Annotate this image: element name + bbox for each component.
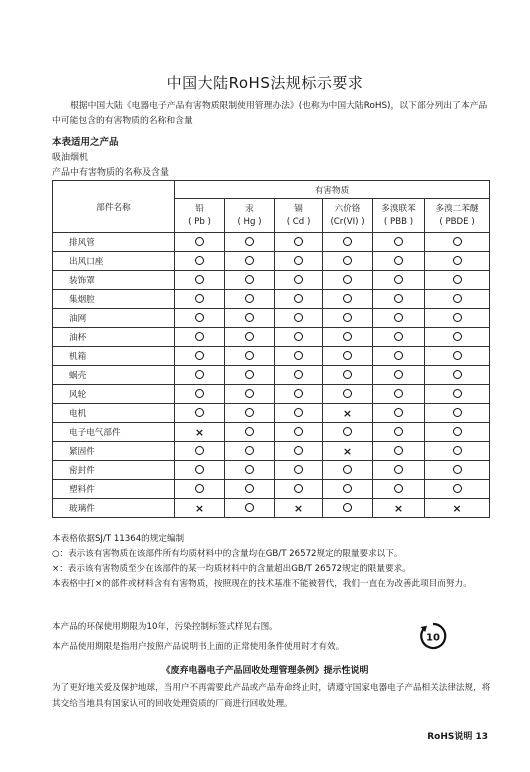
substance-cell [323,309,373,328]
note-line: 本表格依据SJ/T 11364的规定编制 [52,534,185,544]
substance-cell [275,404,323,423]
substance-cell [373,404,425,423]
within-limit-mark-icon [195,313,204,322]
table-row [53,366,490,385]
table-row [53,499,490,518]
epup-statement [52,620,432,660]
substance-cell [275,423,323,442]
exceeds-limit-mark-icon: × [293,501,304,515]
substance-cell [373,499,425,518]
substance-cell [225,328,275,347]
within-limit-mark-icon [453,332,462,341]
within-limit-mark-icon [453,256,462,265]
table-row [53,309,490,328]
substance-name: 汞 [245,203,254,214]
within-limit-mark-icon [294,484,303,493]
within-limit-mark-icon [245,275,254,284]
substance-cell [425,328,490,347]
substance-cell [425,442,490,461]
within-limit-mark-icon [195,256,204,265]
substance-symbol: ( Cd ) [286,216,311,227]
substance-cell [323,404,373,423]
table-row [53,347,490,366]
part-name: 集烟腔 [53,290,175,309]
substance-cell [175,499,225,518]
within-limit-mark-icon [245,351,254,360]
within-limit-mark-icon [394,313,403,322]
substance-name: 六价铬 [334,203,361,214]
substance-cell [425,290,490,309]
within-limit-mark-icon [294,294,303,303]
substance-group-header: 有害物质 [175,181,490,199]
substance-cell [323,271,373,290]
substance-cell [373,385,425,404]
intro-paragraph [52,99,492,129]
substance-cell [425,423,490,442]
table-row [53,233,490,252]
substance-cell [373,328,425,347]
part-name: 密封件 [53,461,175,480]
substance-cell [275,328,323,347]
substance-symbol: (Cr(VI) ) [330,216,365,227]
substance-cell [323,252,373,271]
within-limit-mark-icon [394,351,403,360]
substance-header [175,199,225,233]
substance-header [275,199,323,233]
table-row [53,442,490,461]
page-title: 中国大陆RoHS法规标示要求 [166,74,364,92]
substance-cell [323,480,373,499]
within-limit-mark-icon [453,446,462,455]
within-limit-mark-icon [195,446,204,455]
part-name: 紧固件 [53,442,175,461]
substance-cell [175,233,225,252]
substance-cell [225,385,275,404]
within-limit-mark-icon [195,294,204,303]
product-name: 吸油烟机 [52,153,89,163]
within-limit-mark-icon [294,256,303,265]
within-limit-mark-icon [195,275,204,284]
table-row [53,328,490,347]
substance-cell [323,347,373,366]
substance-cell [425,480,490,499]
substance-cell [425,404,490,423]
part-name: 油杯 [53,328,175,347]
substance-cell [275,347,323,366]
epup-line: 本产品使用期限是指用户按照产品说明书上面的正常使用条件使用时才有效。 [52,642,345,652]
within-limit-mark-icon [394,332,403,341]
substance-cell [225,271,275,290]
substance-header [225,199,275,233]
within-limit-mark-icon [195,351,204,360]
substance-cell [323,290,373,309]
part-name: 机箱 [53,347,175,366]
within-limit-mark-icon [453,389,462,398]
substance-cell [275,290,323,309]
part-name: 装饰罩 [53,271,175,290]
part-name-header: 部件名称 [53,181,175,233]
table-row [53,461,490,480]
within-limit-mark-icon [245,484,254,493]
within-limit-mark-icon [294,332,303,341]
within-limit-mark-icon [394,370,403,379]
intro-text: 根据中国大陆《电器电子产品有害物质限制使用管理办法》(也称为中国大陆RoHS)，以下部分列出了本产品中可能包含的有害物质的名称和含量 [52,101,488,126]
table-row [53,385,490,404]
part-name: 电机 [53,404,175,423]
substance-cell [425,233,490,252]
within-limit-mark-icon [343,351,352,360]
substance-cell [323,328,373,347]
substance-cell [373,309,425,328]
substance-cell [175,404,225,423]
page-footer: RoHS说明 13 [427,732,488,742]
table-row [53,252,490,271]
within-limit-mark-icon [453,484,462,493]
substance-cell [225,347,275,366]
substance-cell [275,385,323,404]
within-limit-mark-icon [195,332,204,341]
substance-cell [275,233,323,252]
within-limit-mark-icon [294,351,303,360]
substance-cell [175,290,225,309]
within-limit-mark-icon [294,465,303,474]
part-name: 油网 [53,309,175,328]
within-limit-mark-icon [294,370,303,379]
logo-number: 10 [426,632,440,644]
substance-cell [275,442,323,461]
exceeds-limit-mark-icon: × [452,501,462,515]
substance-name: 多溴联苯 [381,203,416,214]
table-notes [52,532,492,592]
within-limit-mark-icon [453,351,462,360]
substance-cell [175,480,225,499]
substance-cell [275,499,323,518]
within-limit-mark-icon [394,389,403,398]
substance-cell [373,461,425,480]
within-limit-mark-icon [453,370,462,379]
part-name: 电子电气部件 [53,423,175,442]
epup-line: 本产品的环保使用期限为10年，污染控制标签式样见右图。 [52,622,278,632]
within-limit-mark-icon [343,370,352,379]
within-limit-mark-icon [294,275,303,284]
substance-header [323,199,373,233]
within-limit-mark-icon [343,275,352,284]
substance-cell [175,347,225,366]
table-row [53,404,490,423]
within-limit-mark-icon [394,256,403,265]
within-limit-mark-icon [245,237,254,246]
substance-cell [225,233,275,252]
within-limit-mark-icon [343,294,352,303]
part-name: 玻璃件 [53,499,175,518]
substance-cell [175,328,225,347]
within-limit-mark-icon [394,275,403,284]
substance-cell [425,461,490,480]
substance-cell [425,271,490,290]
substance-cell [225,442,275,461]
within-limit-mark-icon [294,237,303,246]
within-limit-mark-icon [453,275,462,284]
substance-cell [425,252,490,271]
substance-symbol: ( Pb ) [188,216,211,227]
within-limit-mark-icon [394,294,403,303]
exceeds-limit-mark-icon: × [194,425,205,439]
part-name: 蜗壳 [53,366,175,385]
substance-cell [373,480,425,499]
substance-cell [425,309,490,328]
substance-cell [175,366,225,385]
within-limit-mark-icon [245,370,254,379]
within-limit-mark-icon [343,503,352,512]
substance-cell [323,442,373,461]
substance-cell [323,233,373,252]
substance-cell [225,252,275,271]
within-limit-mark-icon [343,332,352,341]
substance-cell [225,499,275,518]
within-limit-mark-icon [453,294,462,303]
within-limit-mark-icon [245,389,254,398]
substance-cell [225,309,275,328]
within-limit-mark-icon [394,465,403,474]
note-line: 本表格中打×的部件或材料含有有害物质，按照现在的技术基准不能被替代，我们一直在为改善此项目而努力。 [52,579,472,589]
substance-cell [175,461,225,480]
table-caption: 产品中有害物质的名称及含量 [52,168,170,178]
substance-cell [425,347,490,366]
substance-cell [373,252,425,271]
recycle-text: 为了更好地关爱及保护地球，当用户不再需要此产品或产品寿命终止时，请遵守国家电器电子产品相关法律法规，将其交给当地具有国家认可的回收处理资质的厂商进行回收处理。 [52,683,491,709]
within-limit-mark-icon [343,484,352,493]
recycle-title: 《废弃电器电子产品回收处理管理条例》提示性说明 [161,666,369,676]
substance-cell [425,366,490,385]
within-limit-mark-icon [245,446,254,455]
substance-cell [323,423,373,442]
within-limit-mark-icon [245,332,254,341]
part-name: 风轮 [53,385,175,404]
within-limit-mark-icon [294,313,303,322]
exceeds-limit-mark-icon: × [194,501,205,515]
substance-cell [323,461,373,480]
substance-cell [175,385,225,404]
substance-cell [225,480,275,499]
substance-cell [225,461,275,480]
within-limit-mark-icon [195,389,204,398]
hazardous-substance-table [52,180,490,518]
within-limit-mark-icon [394,408,403,417]
substance-cell [373,233,425,252]
substance-cell [275,252,323,271]
within-limit-mark-icon [294,389,303,398]
within-limit-mark-icon [343,313,352,322]
within-limit-mark-icon [245,408,254,417]
substance-cell [275,366,323,385]
substance-cell [373,423,425,442]
within-limit-mark-icon [394,446,403,455]
table-body [53,233,490,518]
within-limit-mark-icon [453,427,462,436]
substance-cell [323,385,373,404]
substance-cell [225,404,275,423]
substance-cell [425,385,490,404]
substance-cell [275,271,323,290]
within-limit-mark-icon [245,427,254,436]
within-limit-mark-icon [245,313,254,322]
within-limit-mark-icon [453,465,462,474]
substance-cell [373,290,425,309]
within-limit-mark-icon [294,427,303,436]
within-limit-mark-icon [343,256,352,265]
within-limit-mark-icon [343,237,352,246]
within-limit-mark-icon [294,408,303,417]
within-limit-mark-icon [245,503,254,512]
substance-cell [225,366,275,385]
substance-cell [373,442,425,461]
table-row [53,271,490,290]
within-limit-mark-icon [394,484,403,493]
substance-cell [323,366,373,385]
note-line: ○：表示该有害物质在该部件所有均质材料中的含量均在GB/T 26572规定的限量要求以下。 [52,549,403,559]
within-limit-mark-icon [453,313,462,322]
within-limit-mark-icon [245,256,254,265]
within-limit-mark-icon [343,465,352,474]
substance-cell [373,271,425,290]
part-name: 塑料件 [53,480,175,499]
within-limit-mark-icon [394,237,403,246]
substance-symbol: ( PBB ) [383,216,414,227]
within-limit-mark-icon [195,408,204,417]
substance-cell [323,499,373,518]
substance-cell [275,480,323,499]
table-row [53,480,490,499]
within-limit-mark-icon [453,408,462,417]
substance-symbol: ( PBDE ) [439,216,475,227]
substance-symbol: ( Hg ) [237,216,262,227]
substance-cell [275,461,323,480]
section-title: 本表适用之产品 [52,137,119,148]
within-limit-mark-icon [195,237,204,246]
within-limit-mark-icon [245,465,254,474]
substance-header [425,199,490,233]
substance-cell [275,309,323,328]
within-limit-mark-icon [343,389,352,398]
substance-cell [425,499,490,518]
substance-header [373,199,425,233]
within-limit-mark-icon [343,427,352,436]
exceeds-limit-mark-icon: × [393,501,404,515]
substance-cell [175,423,225,442]
substance-cell [373,366,425,385]
table-row [53,423,490,442]
substance-cell [175,309,225,328]
within-limit-mark-icon [394,427,403,436]
epup-10-year-logo-icon [418,621,448,651]
substance-cell [175,442,225,461]
within-limit-mark-icon [245,294,254,303]
substance-cell [175,252,225,271]
table-row [53,290,490,309]
within-limit-mark-icon [195,484,204,493]
substance-cell [373,347,425,366]
exceeds-limit-mark-icon: × [342,406,353,420]
note-line: ×：表示该有害物质至少在该部件的某一均质材料中的含量超出GB/T 26572规定的限量要求。 [52,564,411,574]
substance-name: 铅 [195,203,204,214]
within-limit-mark-icon [453,237,462,246]
part-name: 排风管 [53,233,175,252]
within-limit-mark-icon [294,446,303,455]
substance-name: 镉 [294,203,303,214]
substance-cell [225,290,275,309]
substance-cell [225,423,275,442]
within-limit-mark-icon [195,370,204,379]
substance-cell [175,271,225,290]
part-name: 出风口座 [53,252,175,271]
substance-name: 多溴二苯醚 [435,203,479,214]
exceeds-limit-mark-icon: × [342,444,353,458]
within-limit-mark-icon [195,465,204,474]
